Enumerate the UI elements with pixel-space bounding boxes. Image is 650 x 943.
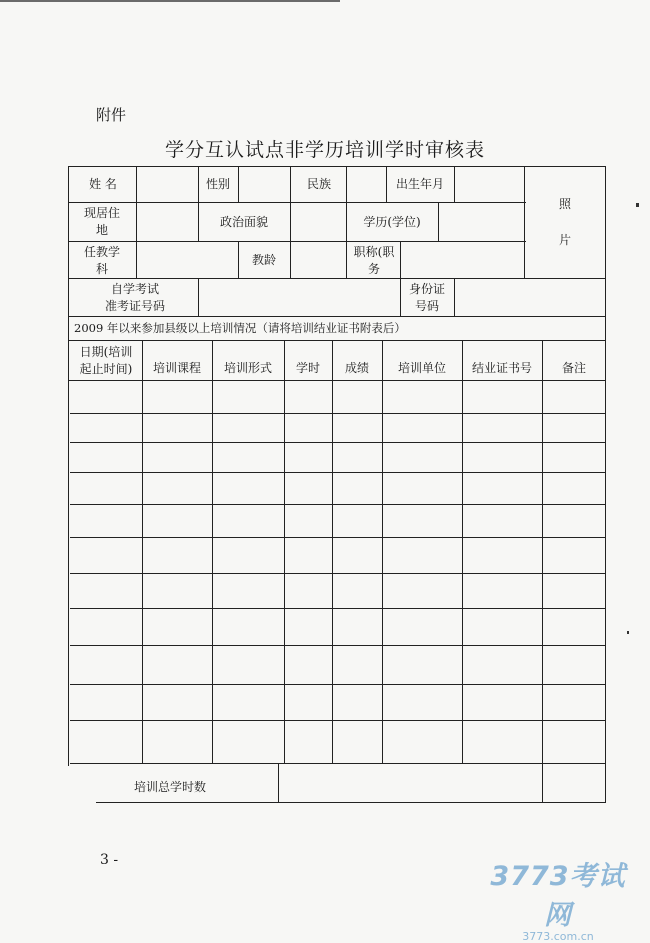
id-card-label: 身份证 [408, 282, 445, 296]
col-cert-header: 结业证书号 [471, 361, 532, 375]
teaching-years-label: 教龄 [251, 253, 276, 267]
page-number: 3 - [100, 852, 119, 868]
col-course-header: 培训课程 [152, 361, 201, 375]
gender-label: 性别 [205, 177, 230, 191]
birth-date-label: 出生年月 [395, 177, 444, 191]
col-remark-header: 备注 [561, 361, 586, 375]
ethnicity-label: 民族 [306, 177, 331, 191]
id-card-label: 号码 [414, 299, 439, 313]
job-title-label: 务 [367, 262, 380, 276]
photo-label: 照 [558, 197, 571, 211]
training-note: 2009 年以来参加县级以上培训情况（请将培训结业证书附表后） [74, 321, 406, 335]
exam-id-label: 准考证号码 [104, 299, 165, 313]
col-date-header: 日期(培训 [79, 345, 133, 359]
attachment-label: 附件 [96, 106, 127, 124]
residence-label: 地 [95, 223, 108, 237]
col-unit-header: 培训单位 [397, 361, 446, 375]
watermark-brand: 3773考试网 [490, 861, 626, 931]
subject-label: 科 [95, 262, 108, 276]
photo-label: 片 [558, 233, 571, 247]
total-hours-label: 培训总学时数 [133, 780, 206, 794]
job-title-label: 职称(职 [353, 245, 395, 259]
col-form-header: 培训形式 [223, 361, 272, 375]
subject-label: 任教学 [83, 245, 120, 259]
col-hours-header: 学时 [295, 361, 320, 375]
exam-id-label: 自学考试 [110, 282, 159, 296]
education-label: 学历(学位) [363, 215, 421, 229]
name-label: 姓 名 [89, 177, 117, 191]
form-title: 学分互认试点非学历培训学时审核表 [164, 139, 485, 161]
residence-label: 现居住 [83, 206, 120, 220]
political-status-label: 政治面貌 [219, 215, 268, 229]
watermark-domain: 3773.com.cn [522, 930, 594, 943]
watermark-logo [478, 854, 638, 943]
col-score-header: 成绩 [344, 361, 369, 375]
col-date-header: 起止时间) [79, 362, 133, 376]
